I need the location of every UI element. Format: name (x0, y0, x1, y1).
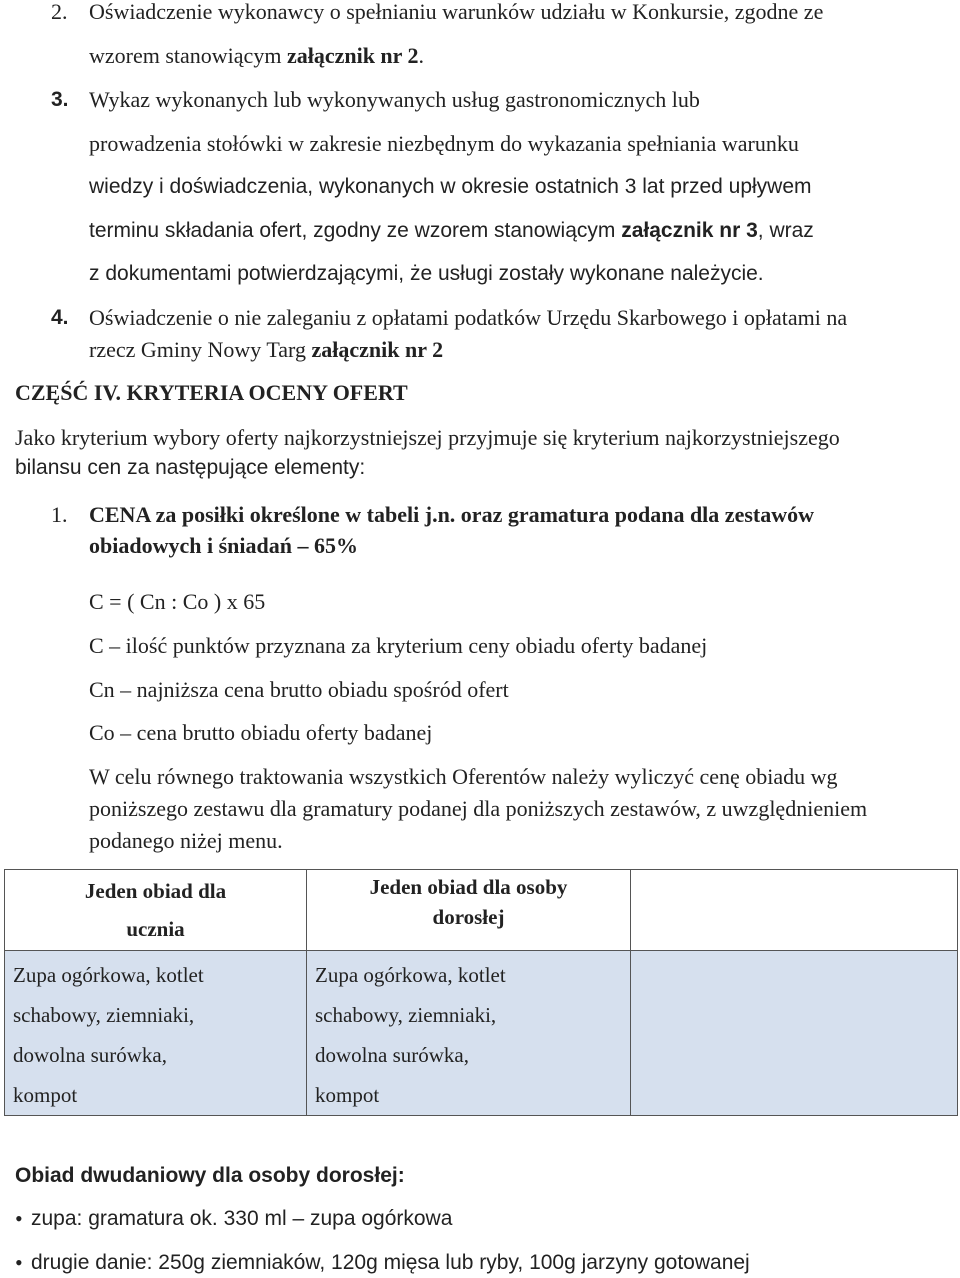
list-number: 2. (51, 0, 68, 24)
criterion-number: 1. (51, 502, 68, 527)
bold-reference: załącznik nr 2 (311, 337, 444, 362)
text-run: wzorem stanowiącym (89, 43, 287, 68)
header-line: ucznia (126, 917, 185, 941)
text-run: . (418, 43, 425, 68)
section-heading: CZĘŚĆ IV. KRYTERIA OCENY OFERT (15, 380, 408, 405)
criterion-title: obiadowych i śniadań – 65% (89, 533, 358, 558)
bullet-icon: • (15, 1250, 23, 1275)
definition-co: Co – cena brutto obiadu oferty badanej (89, 720, 433, 745)
criterion-title: CENA za posiłki określone w tabeli j.n. oraz gramatura podana dla zestawów (89, 502, 814, 527)
text-run: , wraz (757, 219, 814, 242)
list-item-text: z dokumentami potwierdzającymi, że usługi zostały wykonane należycie. (89, 262, 764, 285)
cell-line: Zupa ogórkowa, kotlet (315, 963, 506, 987)
text-run: rzecz Gminy Nowy Targ (89, 337, 312, 362)
list-number: 3. (51, 88, 69, 111)
cell-line: schabowy, ziemniaki, (315, 1003, 497, 1027)
note-text: W celu równego traktowania wszystkich Oferentów należy wyliczyć cenę obiadu wg (89, 764, 838, 789)
bottom-heading: Obiad dwudaniowy dla osoby dorosłej: (15, 1164, 405, 1187)
bullet-icon: • (15, 1206, 23, 1231)
table-cell (631, 951, 958, 1116)
list-item-text: prowadzenia stołówki w zakresie niezbędnym do wykazania spełniania warunku (89, 131, 799, 156)
text-run: terminu składania ofert, zgodny ze wzorem stanowiącym (89, 219, 622, 242)
note-text: podanego niżej menu. (89, 828, 283, 853)
section-intro: Jako kryterium wybory oferty najkorzystniejszej przyjmuje się kryterium najkorzystniejszego (15, 425, 840, 450)
table-row (5, 951, 958, 1116)
table-header-row (5, 870, 958, 951)
cell-line: kompot (13, 1083, 78, 1107)
table-header-cell (5, 870, 307, 951)
list-item-text: Oświadczenie wykonawcy o spełnianiu warunków udziału w Konkursie, zgodne ze (89, 0, 824, 24)
cell-line: dowolna surówka, (13, 1043, 167, 1067)
definition-c: C – ilość punktów przyznana za kryterium ceny obiadu oferty badanej (89, 633, 708, 658)
section-intro: bilansu cen za następujące elementy: (15, 456, 366, 479)
list-item: zupa: gramatura ok. 330 ml – zupa ogórkowa (31, 1207, 453, 1230)
cell-line: kompot (315, 1083, 380, 1107)
list-item: drugie danie: 250g ziemniaków, 120g mięsa lub ryby, 100g jarzyny gotowanej (31, 1251, 750, 1274)
meal-table (4, 869, 958, 1116)
list-item-text (89, 41, 424, 71)
cell-line: schabowy, ziemniaki, (13, 1003, 195, 1027)
list-item-text (89, 216, 814, 246)
formula: C = ( Cn : Co ) x 65 (89, 589, 266, 614)
cell-line: Zupa ogórkowa, kotlet (13, 963, 204, 987)
bold-reference: załącznik nr 3 (621, 219, 758, 242)
table-cell (307, 951, 631, 1116)
definition-cn: Cn – najniższa cena brutto obiadu spośród ofert (89, 677, 509, 702)
note-text: poniższego zestawu dla gramatury podanej dla poniższych zestawów, z uwzględnieniem (89, 796, 868, 821)
table-header-cell (307, 870, 631, 951)
table-cell (5, 951, 307, 1116)
header-line: dorosłej (432, 905, 505, 929)
cell-line: dowolna surówka, (315, 1043, 469, 1067)
list-item-text: Oświadczenie o nie zaleganiu z opłatami podatków Urzędu Skarbowego i opłatami na (89, 305, 848, 330)
table-header-cell (631, 870, 958, 951)
header-line: Jeden obiad dla (84, 879, 227, 903)
list-number: 4. (51, 306, 69, 329)
list-item-text: Wykaz wykonanych lub wykonywanych usług gastronomicznych lub (89, 87, 700, 112)
bold-reference: załącznik nr 2 (286, 43, 419, 68)
list-item-text (89, 335, 443, 365)
list-item-text: wiedzy i doświadczenia, wykonanych w okresie ostatnich 3 lat przed upływem (89, 175, 812, 198)
header-line: Jeden obiad dla osoby (369, 875, 568, 899)
